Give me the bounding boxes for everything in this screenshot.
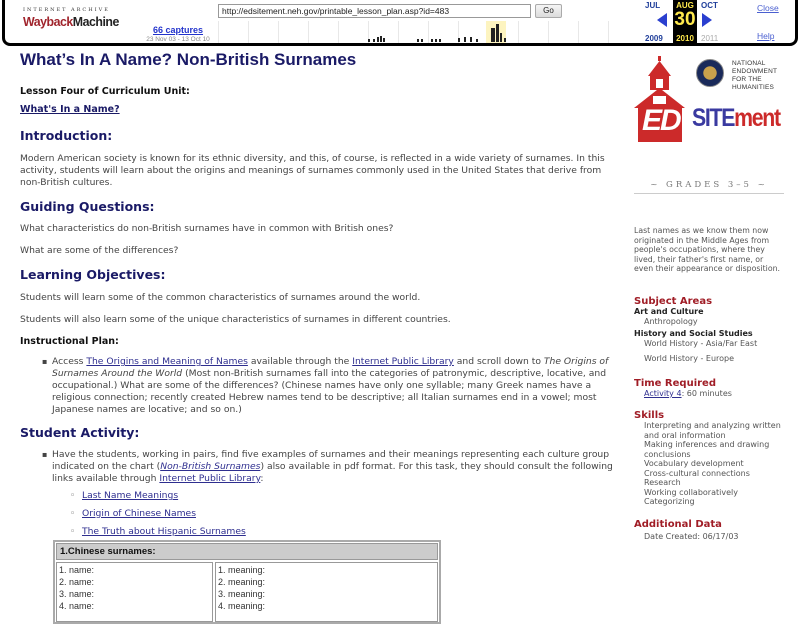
prev-capture-arrow-icon[interactable] [657,13,667,27]
last-name-meanings-link[interactable]: Last Name Meanings [82,490,179,501]
subject-anthropology: Anthropology [644,316,698,326]
capture-date-navigator [645,0,735,45]
captures-link[interactable]: 66 captures [152,25,204,35]
subject-asia-far-east: World History - Asia/Far East [644,338,758,348]
wayback-toolbar [2,0,798,46]
current-capture-date [673,0,697,45]
skills-list [644,421,794,507]
instructional-plan-item: ▪ Access The Origins and Meaning of Names available through the Internet Public Library and scroll down to The Origins of Surnames Around the World (Most non-British surnames fall into the categories of patronymic, descriptive, locative, and occupational.) What are some of the differences? (Chinese names have only one syllable; many Greek names have a religious connection; recently created Hebrew names tend to be descriptive; all Italian surnames end in a vowel; most Japanese names are locative; and so on.) [52,356,620,416]
neh-label: NATIONAL ENDOWMENT FOR THE HUMANITIES [732,60,778,91]
introduction-text: Modern American society is known for its ethnic diversity, and this, of course, is reflected in a wide variety of surnames. In this activity, students will learn about the origins and meanings of surnames commonly used in the United States that derive from non-British cultures. [20,153,605,188]
wayback-machine-wordmark: WaybackMachine [23,14,119,29]
subject-category-history: History and Social Studies [634,328,753,338]
captures-range: 23 Nov 03 - 13 Oct 10 [146,36,210,43]
current-month: AUG [676,1,694,10]
instructional-plan-heading: Instructional Plan: [20,336,119,347]
student-activity-heading: Student Activity: [20,425,140,440]
skills-heading: Skills [634,410,665,422]
go-button[interactable]: Go [535,4,562,18]
objective-2: Students will also learn some of the unique characteristics of surnames in different countries. [20,314,451,325]
student-activity-list [52,449,620,538]
edsitement-logo[interactable] [634,50,784,150]
internet-public-library-link[interactable]: Internet Public Library [352,356,454,367]
current-year: 2010 [676,34,694,43]
student-activity-item: ▪ Have the students, working in pairs, find five examples of surnames and their meanings representing each culture group indicated on the chart (Non-British Surnames) also available in pdf format. For this task, they should consult the following links available through Internet Public Library: ◦ Last Name Meanings ◦ Origin of Chinese Names ◦ The Truth about Hispanic Surnames [52,449,620,538]
instructional-plan-list [52,356,620,416]
curriculum-unit-link[interactable]: What's In a Name? [20,104,120,115]
next-capture-arrow-icon[interactable] [702,13,712,27]
capture-timeline[interactable] [218,21,638,43]
resource-links-list [82,490,620,538]
wayback-logo[interactable] [23,7,119,29]
origin-chinese-names-link[interactable]: Origin of Chinese Names [82,508,196,519]
skill-item: Cross-cultural connections [644,468,750,478]
chinese-surnames-table [53,540,441,624]
time-required-value: Activity 4: 60 minutes [644,388,732,398]
table-header: 1.Chinese surnames: [56,543,438,560]
current-day: 30 [674,9,696,30]
neh-seal-icon [696,59,724,87]
internet-public-library-link-2[interactable]: Internet Public Library [159,473,261,484]
skill-item: Categorizing [644,497,695,507]
lesson-content [20,50,620,544]
skill-item: Interpreting and analyzing written and oral information [644,421,781,440]
guiding-questions-heading: Guiding Questions: [20,199,155,214]
prev-month-link[interactable]: JUL [645,1,661,10]
grade-level-label: ~ GRADES 3–5 ~ [634,180,784,194]
unit-label: Lesson Four of Curriculum Unit: [20,86,190,97]
names-cell: 1. name: 2. name: 3. name: 4. name: [56,562,213,622]
origins-meaning-names-link[interactable]: The Origins and Meaning of Names [86,356,248,367]
meanings-cell: 1. meaning: 2. meaning: 3. meaning: 4. meaning: [215,562,438,622]
sidebar-blurb: Last names as we know them now originated in the Middle Ages from people's occupations, where they lived, their father's first name, or even their appearance or disposition. [634,226,781,274]
url-input[interactable]: http://edsitement.neh.gov/printable_lesson_plan.asp?id=483 [218,4,531,18]
close-toolbar-link[interactable]: Close [757,3,779,13]
introduction-heading: Introduction: [20,128,113,143]
captures-info [138,25,218,43]
help-link[interactable]: Help [757,31,775,41]
prev-year-link[interactable]: 2009 [645,34,663,43]
next-year-label: 2011 [701,34,719,43]
skill-item: Working collaboratively [644,487,738,497]
next-month-link[interactable]: OCT [701,1,718,10]
learning-objectives-heading: Learning Objectives: [20,267,166,282]
hispanic-surnames-link[interactable]: The Truth about Hispanic Surnames [82,526,246,537]
skill-item: Research [644,478,681,488]
additional-data-heading: Additional Data [634,518,722,530]
ed-wordmark: ED [642,104,680,137]
objective-1: Students will learn some of the common characteristics of surnames around the world. [20,292,421,303]
internet-archive-label: INTERNET ARCHIVE [23,7,110,13]
guiding-question-2: What are some of the differences? [20,245,179,256]
subject-areas-heading: Subject Areas [634,295,713,307]
skill-item: Making inferences and drawing conclusions [644,440,770,459]
subject-europe: World History - Europe [644,353,735,363]
sitement-wordmark: SITEment [692,104,780,132]
date-created: Date Created: 06/17/03 [644,531,739,541]
sidebar [634,50,794,541]
subject-category-art-culture: Art and Culture [634,306,704,316]
non-british-surnames-chart-link[interactable]: Non-British Surnames [160,461,261,472]
skill-item: Vocabulary development [644,459,744,469]
page-title: What’s In A Name? Non-British Surnames [20,50,357,69]
time-required-heading: Time Required [634,377,716,389]
guiding-question-1: What characteristics do non-British surnames have in common with British ones? [20,223,394,234]
activity-4-link[interactable]: Activity 4 [644,388,682,398]
